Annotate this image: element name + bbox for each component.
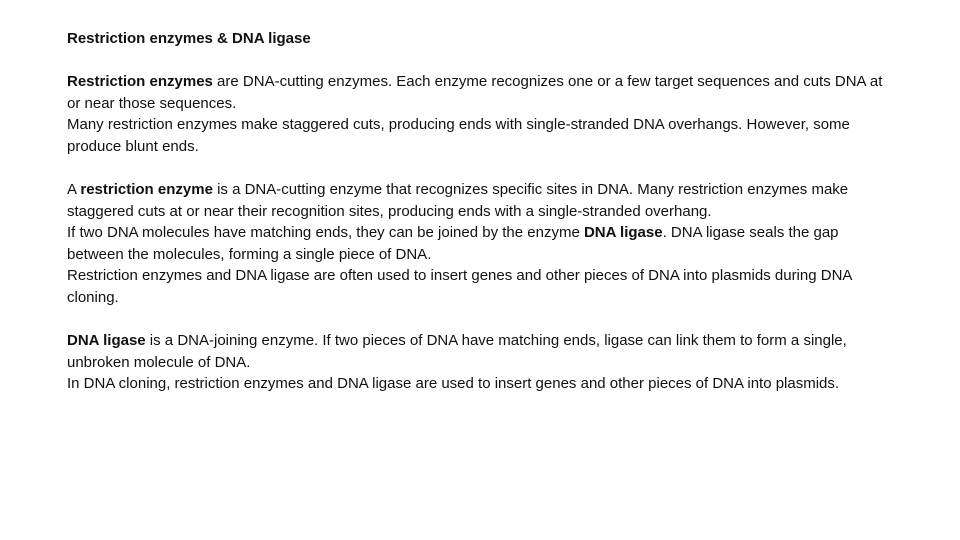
paragraph-line: In DNA cloning, restriction enzymes and DNA ligase are used to insert genes and other pieces of DNA into plasmids.: [67, 375, 840, 392]
page-title: Restriction enzymes & DNA ligase: [67, 30, 311, 47]
paragraph-text: is a DNA-joining enzyme. If two pieces of DNA have matching ends, ligase can link them to form a single, unbroken molecule of DNA.: [67, 332, 847, 371]
restriction-enzymes-paragraph: [67, 71, 897, 157]
bold-term: restriction enzyme: [80, 181, 213, 198]
paragraph-line: Restriction enzymes and DNA ligase are often used to insert genes and other pieces of DNA into plasmids during DNA cloning.: [67, 267, 852, 306]
dna-ligase-paragraph: [67, 330, 897, 395]
paragraph-text: are DNA-cutting enzymes. Each enzyme recognizes one or a few target sequences and cuts DNA at or near those sequences.: [67, 73, 883, 112]
paragraph-line: [67, 222, 897, 265]
bold-term: DNA ligase: [67, 332, 146, 349]
paragraph-line: [67, 71, 897, 114]
paragraph-text: A: [67, 181, 81, 198]
slide-content: [67, 28, 897, 417]
paragraph-text: is a DNA-cutting enzyme that recognizes specific sites in DNA. Many restriction enzymes make staggered cuts at or near their recognition sites, producing ends with a single-stranded overhang.: [67, 181, 849, 220]
bold-term: Restriction enzymes: [67, 73, 213, 90]
paragraph-line: [67, 179, 897, 222]
paragraph-line: [67, 330, 897, 373]
paragraph-text: If two DNA molecules have matching ends, they can be joined by the enzyme: [67, 224, 584, 241]
paragraph-line: Many restriction enzymes make staggered cuts, producing ends with single-stranded DNA overhangs. However, some produce blunt ends.: [67, 116, 850, 155]
paragraph-text: . DNA ligase seals the gap between the molecules, forming a single piece of DNA.: [67, 224, 839, 263]
restriction-enzyme-definition-paragraph: [67, 179, 897, 308]
bold-term: DNA ligase: [583, 224, 663, 241]
